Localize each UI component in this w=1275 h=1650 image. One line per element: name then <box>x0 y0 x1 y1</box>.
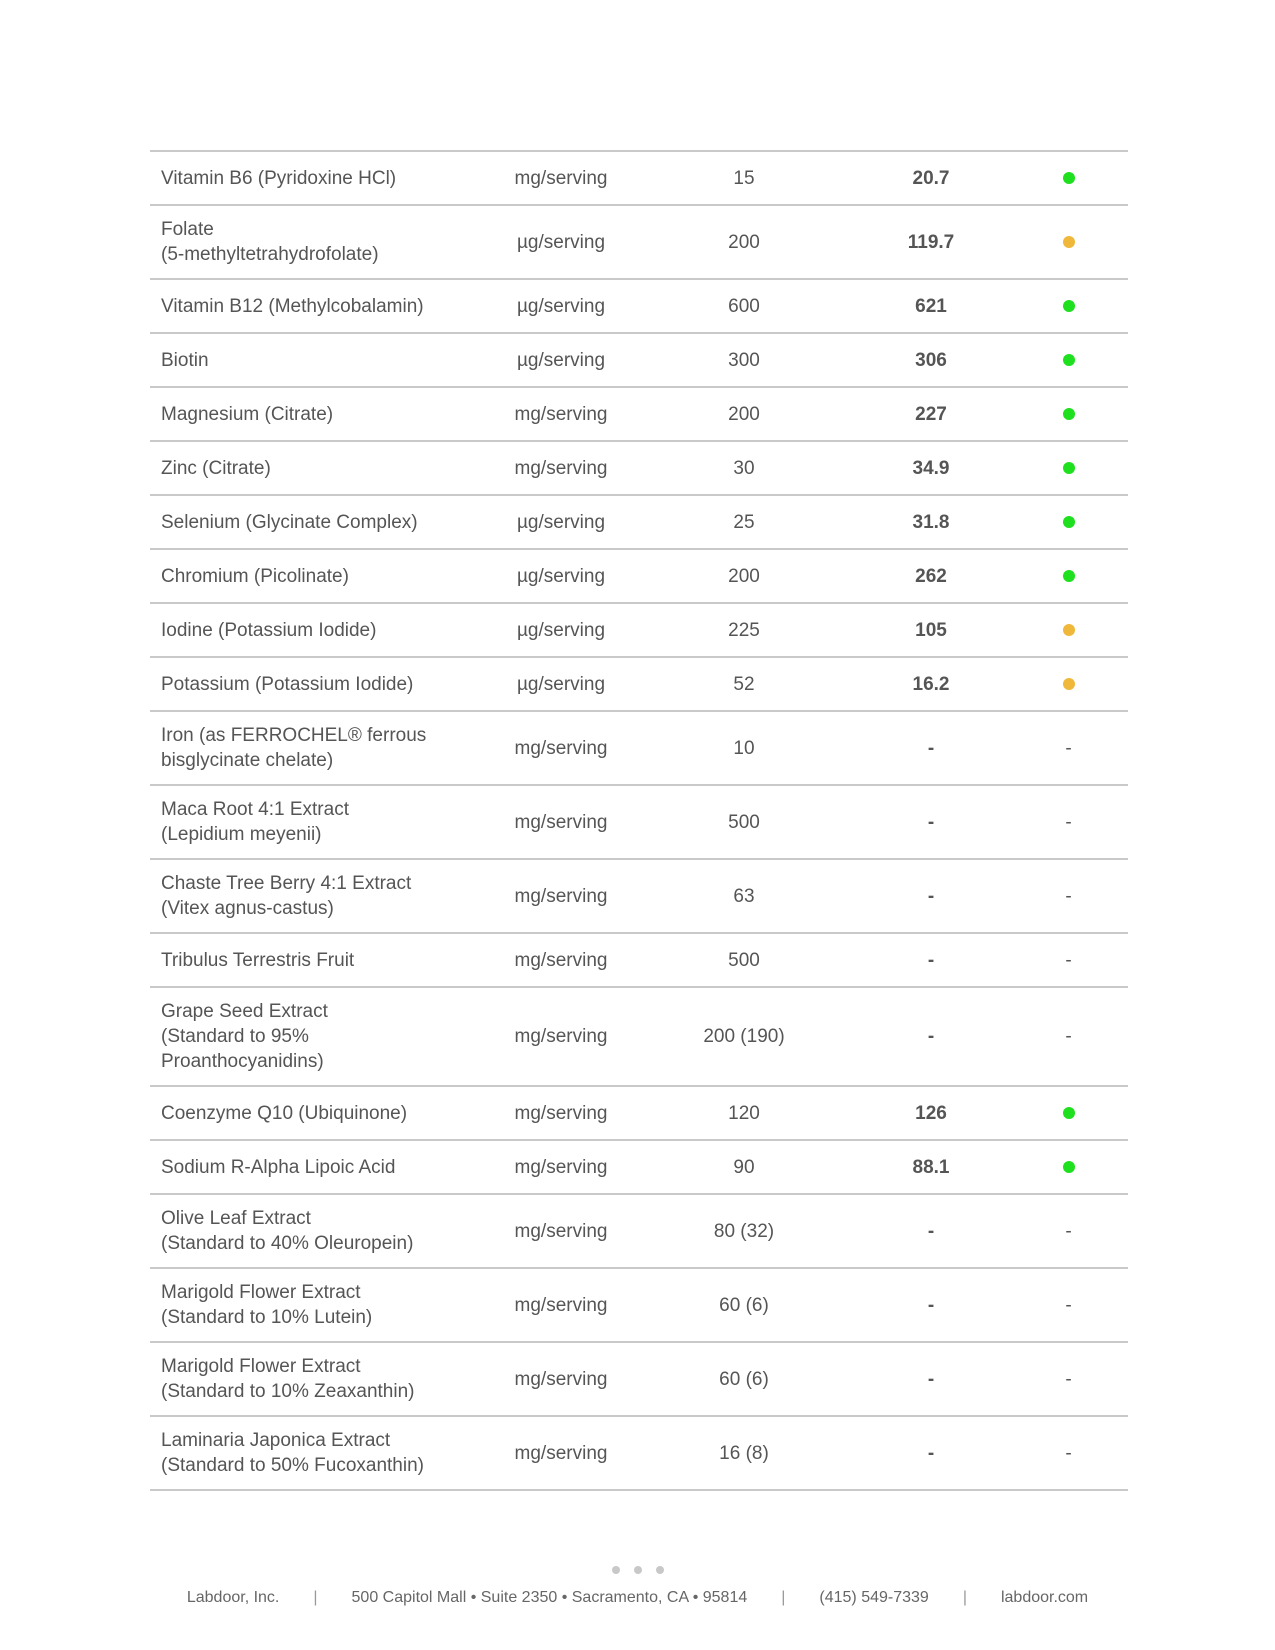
serving-unit: mg/serving <box>487 711 635 785</box>
measured-amount: 20.7 <box>853 151 1009 205</box>
ingredient-name <box>150 441 487 495</box>
ingredient-name-line: Biotin <box>161 349 209 371</box>
ingredient-name-line: Chaste Tree Berry 4:1 Extract <box>161 873 412 894</box>
table-row <box>150 333 1128 387</box>
table-row <box>150 1194 1128 1268</box>
status-green-dot-icon <box>1063 408 1075 420</box>
serving-unit: mg/serving <box>487 785 635 859</box>
page-dot <box>634 1566 642 1574</box>
measured-amount: 621 <box>853 279 1009 333</box>
serving-unit: µg/serving <box>487 205 635 279</box>
label-claim: 80 (32) <box>635 1194 853 1268</box>
ingredient-name-line: bisglycinate chelate) <box>161 750 334 771</box>
ingredient-name <box>150 711 487 785</box>
ingredient-name-line: (Standard to 40% Oleuropein) <box>161 1233 414 1254</box>
status-yellow-dot-icon <box>1063 678 1075 690</box>
label-claim: 63 <box>635 859 853 933</box>
label-claim: 90 <box>635 1140 853 1194</box>
accuracy-status <box>1009 549 1128 603</box>
accuracy-status <box>1009 333 1128 387</box>
ingredient-name-line: (Standard to 10% Zeaxanthin) <box>161 1381 415 1402</box>
table-row <box>150 711 1128 785</box>
footer-address: 500 Capitol Mall • Suite 2350 • Sacramento, CA • 95814 <box>351 1589 748 1606</box>
measured-amount: - <box>853 987 1009 1086</box>
ingredient-name-line: Vitamin B12 (Methylcobalamin) <box>161 295 424 317</box>
accuracy-status <box>1009 279 1128 333</box>
accuracy-status: - <box>1009 987 1128 1086</box>
status-yellow-dot-icon <box>1063 624 1075 636</box>
ingredient-name-line: (Standard to 95% <box>161 1026 309 1047</box>
accuracy-status <box>1009 657 1128 711</box>
accuracy-status <box>1009 1140 1128 1194</box>
accuracy-status <box>1009 603 1128 657</box>
label-claim: 120 <box>635 1086 853 1140</box>
accuracy-status <box>1009 495 1128 549</box>
status-green-dot-icon <box>1063 462 1075 474</box>
label-claim: 52 <box>635 657 853 711</box>
ingredient-name <box>150 859 487 933</box>
ingredient-name <box>150 1342 487 1416</box>
measured-amount: 227 <box>853 387 1009 441</box>
ingredient-table-container <box>150 150 1128 1491</box>
ingredient-name-line: Proanthocyanidins) <box>161 1051 324 1072</box>
table-row <box>150 1268 1128 1342</box>
ingredient-name <box>150 1268 487 1342</box>
accuracy-status <box>1009 441 1128 495</box>
ingredient-name-line: Potassium (Potassium Iodide) <box>161 673 414 695</box>
serving-unit: mg/serving <box>487 859 635 933</box>
footer-separator: | <box>781 1589 786 1606</box>
table-row <box>150 495 1128 549</box>
serving-unit: mg/serving <box>487 987 635 1086</box>
table-row <box>150 657 1128 711</box>
accuracy-status <box>1009 151 1128 205</box>
label-claim: 200 <box>635 549 853 603</box>
label-claim: 600 <box>635 279 853 333</box>
table-row <box>150 1140 1128 1194</box>
status-green-dot-icon <box>1063 1107 1075 1119</box>
table-row <box>150 151 1128 205</box>
ingredient-table <box>150 150 1128 1491</box>
accuracy-status: - <box>1009 933 1128 987</box>
accuracy-status: - <box>1009 1268 1128 1342</box>
measured-amount: 88.1 <box>853 1140 1009 1194</box>
accuracy-status: - <box>1009 711 1128 785</box>
label-claim: 25 <box>635 495 853 549</box>
serving-unit: mg/serving <box>487 1416 635 1490</box>
status-green-dot-icon <box>1063 300 1075 312</box>
ingredient-name <box>150 1194 487 1268</box>
ingredient-name <box>150 495 487 549</box>
serving-unit: mg/serving <box>487 151 635 205</box>
ingredient-name <box>150 657 487 711</box>
serving-unit: mg/serving <box>487 387 635 441</box>
status-green-dot-icon <box>1063 354 1075 366</box>
ingredient-name-line: Laminaria Japonica Extract <box>161 1430 391 1451</box>
footer-website[interactable]: labdoor.com <box>1000 1589 1089 1606</box>
table-row <box>150 1416 1128 1490</box>
ingredient-name-line: (Standard to 50% Fucoxanthin) <box>161 1455 424 1476</box>
measured-amount: 126 <box>853 1086 1009 1140</box>
serving-unit: µg/serving <box>487 549 635 603</box>
measured-amount: - <box>853 1342 1009 1416</box>
ingredient-name-line: Grape Seed Extract <box>161 1001 328 1022</box>
serving-unit: mg/serving <box>487 933 635 987</box>
ingredient-name <box>150 205 487 279</box>
label-claim: 200 <box>635 387 853 441</box>
label-claim: 200 (190) <box>635 987 853 1086</box>
ingredient-name-line: (Lepidium meyenii) <box>161 824 322 845</box>
table-row <box>150 387 1128 441</box>
ingredient-name <box>150 1086 487 1140</box>
label-claim: 500 <box>635 933 853 987</box>
accuracy-status: - <box>1009 1342 1128 1416</box>
ingredient-table-body <box>150 151 1128 1490</box>
label-claim: 60 (6) <box>635 1342 853 1416</box>
footer-phone: (415) 549-7339 <box>819 1589 929 1606</box>
measured-amount: 105 <box>853 603 1009 657</box>
ingredient-name-line: Iodine (Potassium Iodide) <box>161 619 377 641</box>
measured-amount: 306 <box>853 333 1009 387</box>
label-claim: 300 <box>635 333 853 387</box>
ingredient-name <box>150 387 487 441</box>
accuracy-status: - <box>1009 1194 1128 1268</box>
ingredient-name-line: (Vitex agnus-castus) <box>161 898 334 919</box>
ingredient-name-line: Iron (as FERROCHEL® ferrous <box>161 725 427 746</box>
ingredient-name <box>150 151 487 205</box>
ingredient-name <box>150 279 487 333</box>
serving-unit: mg/serving <box>487 1140 635 1194</box>
footer-company: Labdoor, Inc. <box>186 1589 280 1606</box>
ingredient-name-line: Marigold Flower Extract <box>161 1356 361 1377</box>
ingredient-name <box>150 987 487 1086</box>
table-row <box>150 205 1128 279</box>
accuracy-status: - <box>1009 1416 1128 1490</box>
accuracy-status: - <box>1009 785 1128 859</box>
measured-amount: 34.9 <box>853 441 1009 495</box>
serving-unit: mg/serving <box>487 1342 635 1416</box>
ingredient-name-line: Magnesium (Citrate) <box>161 403 334 425</box>
ingredient-name-line: Marigold Flower Extract <box>161 1282 361 1303</box>
page-dot <box>612 1566 620 1574</box>
label-claim: 16 (8) <box>635 1416 853 1490</box>
status-green-dot-icon <box>1063 1161 1075 1173</box>
table-row <box>150 859 1128 933</box>
table-row <box>150 1342 1128 1416</box>
table-row <box>150 549 1128 603</box>
ingredient-name-line: Tribulus Terrestris Fruit <box>161 949 355 971</box>
ingredient-name-line: Olive Leaf Extract <box>161 1208 311 1229</box>
measured-amount: - <box>853 1416 1009 1490</box>
table-row <box>150 441 1128 495</box>
ingredient-name <box>150 1140 487 1194</box>
table-row <box>150 785 1128 859</box>
serving-unit: mg/serving <box>487 441 635 495</box>
page-indicator <box>0 1561 1275 1579</box>
measured-amount: - <box>853 785 1009 859</box>
measured-amount: - <box>853 859 1009 933</box>
measured-amount: - <box>853 933 1009 987</box>
table-row <box>150 603 1128 657</box>
footer <box>0 1589 1275 1607</box>
label-claim: 15 <box>635 151 853 205</box>
label-claim: 225 <box>635 603 853 657</box>
ingredient-name-line: Folate <box>161 219 214 240</box>
label-claim: 10 <box>635 711 853 785</box>
footer-separator: | <box>962 1589 967 1606</box>
serving-unit: µg/serving <box>487 495 635 549</box>
measured-amount: 16.2 <box>853 657 1009 711</box>
ingredient-name-line: Maca Root 4:1 Extract <box>161 799 349 820</box>
measured-amount: - <box>853 711 1009 785</box>
status-green-dot-icon <box>1063 516 1075 528</box>
measured-amount: - <box>853 1194 1009 1268</box>
status-green-dot-icon <box>1063 172 1075 184</box>
accuracy-status <box>1009 1086 1128 1140</box>
ingredient-name <box>150 933 487 987</box>
footer-separator: | <box>313 1589 318 1606</box>
status-yellow-dot-icon <box>1063 236 1075 248</box>
ingredient-name <box>150 549 487 603</box>
ingredient-name-line: Coenzyme Q10 (Ubiquinone) <box>161 1102 408 1124</box>
table-row <box>150 987 1128 1086</box>
status-green-dot-icon <box>1063 570 1075 582</box>
ingredient-name <box>150 1416 487 1490</box>
table-row <box>150 279 1128 333</box>
ingredient-name-line: Vitamin B6 (Pyridoxine HCl) <box>161 167 397 189</box>
measured-amount: 262 <box>853 549 1009 603</box>
page-dot <box>656 1566 664 1574</box>
label-claim: 200 <box>635 205 853 279</box>
ingredient-name <box>150 333 487 387</box>
serving-unit: µg/serving <box>487 279 635 333</box>
serving-unit: µg/serving <box>487 657 635 711</box>
ingredient-name-line: Sodium R-Alpha Lipoic Acid <box>161 1156 396 1178</box>
serving-unit: mg/serving <box>487 1268 635 1342</box>
ingredient-name-line: Zinc (Citrate) <box>161 457 271 479</box>
table-row <box>150 933 1128 987</box>
label-claim: 30 <box>635 441 853 495</box>
serving-unit: µg/serving <box>487 333 635 387</box>
table-row <box>150 1086 1128 1140</box>
accuracy-status: - <box>1009 859 1128 933</box>
serving-unit: mg/serving <box>487 1194 635 1268</box>
ingredient-name <box>150 785 487 859</box>
ingredient-name-line: (5-methyltetrahydrofolate) <box>161 244 379 265</box>
ingredient-name-line: Chromium (Picolinate) <box>161 565 349 587</box>
label-claim: 60 (6) <box>635 1268 853 1342</box>
measured-amount: 119.7 <box>853 205 1009 279</box>
serving-unit: µg/serving <box>487 603 635 657</box>
ingredient-name <box>150 603 487 657</box>
ingredient-name-line: (Standard to 10% Lutein) <box>161 1307 373 1328</box>
measured-amount: 31.8 <box>853 495 1009 549</box>
label-claim: 500 <box>635 785 853 859</box>
ingredient-name-line: Selenium (Glycinate Complex) <box>161 511 418 533</box>
measured-amount: - <box>853 1268 1009 1342</box>
accuracy-status <box>1009 387 1128 441</box>
accuracy-status <box>1009 205 1128 279</box>
serving-unit: mg/serving <box>487 1086 635 1140</box>
